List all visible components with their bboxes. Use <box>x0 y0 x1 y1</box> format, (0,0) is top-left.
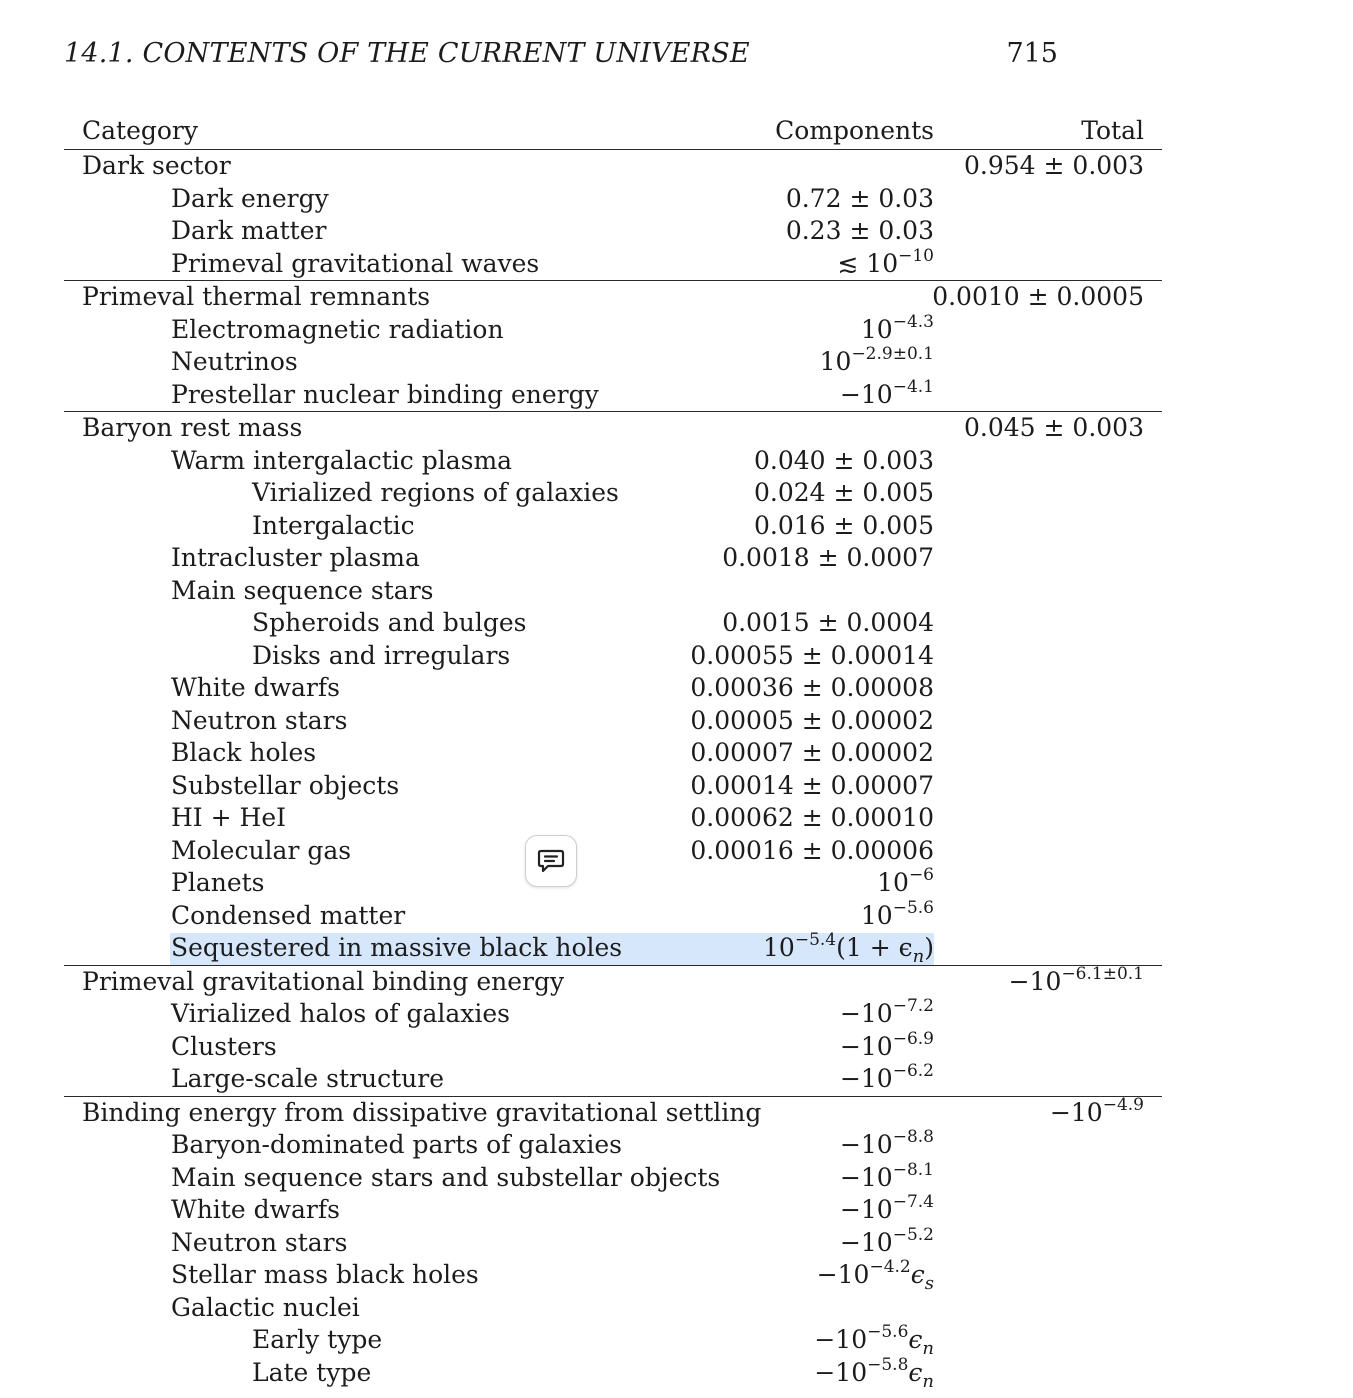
table-row <box>64 770 1162 803</box>
row-category-label: Virialized halos of galaxies <box>171 999 510 1028</box>
table-row <box>64 1063 1162 1096</box>
column-header-total: Total <box>1081 116 1144 145</box>
row-component-value: $-10^{-7.4}$ <box>839 1192 934 1224</box>
section-title: 14.1. CONTENTS OF THE CURRENT UNIVERSE <box>64 38 750 69</box>
table-row <box>64 280 1162 314</box>
table-header-row <box>64 113 1162 149</box>
row-category-label: Spheroids and bulges <box>252 608 527 637</box>
row-component-value: 0.00062 ± 0.00010 <box>690 803 934 832</box>
row-component-value: $-10^{-6.2}$ <box>839 1061 934 1093</box>
table-row <box>64 477 1162 510</box>
table-row <box>64 867 1162 900</box>
row-category-label: Main sequence stars <box>171 575 434 605</box>
row-component-value: $-10^{-5.6}\epsilon_n$ <box>814 1322 934 1359</box>
page-number: 715 <box>1006 38 1058 69</box>
row-category-label: Planets <box>171 868 265 897</box>
row-category-label: HI + HeI <box>171 803 286 832</box>
table-row <box>64 802 1162 835</box>
row-category-label: Disks and irregulars <box>252 640 511 670</box>
row-component-value: 0.72 ± 0.03 <box>785 183 934 213</box>
row-total-value: $-10^{-4.9}$ <box>1049 1094 1144 1127</box>
row-category-label: Dark sector <box>82 151 231 180</box>
table-row <box>64 1028 1162 1064</box>
row-component-value: 0.00014 ± 0.00007 <box>690 770 934 800</box>
contents-table <box>64 113 1162 1392</box>
row-component-value: 0.040 ± 0.003 <box>754 445 934 475</box>
row-category-label: Large-scale structure <box>171 1064 444 1093</box>
row-component-value: 0.00007 ± 0.00002 <box>690 738 934 767</box>
table-row <box>64 640 1162 673</box>
row-category-label: Black holes <box>171 738 317 767</box>
table-row <box>64 1159 1162 1195</box>
row-category-label: Early type <box>252 1325 383 1354</box>
row-category-label: White dwarfs <box>171 673 340 702</box>
row-category-label: Stellar mass black holes <box>171 1260 479 1289</box>
row-category-label: Clusters <box>171 1031 277 1061</box>
table-row <box>64 1129 1162 1162</box>
table-row <box>64 737 1162 770</box>
row-component-value: 0.00005 ± 0.00002 <box>690 705 934 735</box>
row-category-label: Condensed matter <box>171 900 406 930</box>
row-category-label: Molecular gas <box>171 835 352 865</box>
table-row <box>64 1292 1162 1325</box>
table-body <box>64 149 1162 1392</box>
row-category-label: Dark matter <box>171 216 327 245</box>
row-component-value: 0.00055 ± 0.00014 <box>690 640 934 670</box>
table-row <box>64 1354 1162 1392</box>
row-component-value: $10^{-5.6}$ <box>860 897 934 930</box>
row-category-label: Neutron stars <box>171 1227 348 1257</box>
row-category-label: Galactic nuclei <box>171 1292 360 1322</box>
row-component-value: 0.23 ± 0.03 <box>785 216 934 245</box>
row-component-value: 0.00036 ± 0.00008 <box>690 673 934 702</box>
row-category-label: Binding energy from dissipative gravitational settling <box>82 1097 762 1127</box>
row-category-label: White dwarfs <box>171 1195 340 1224</box>
row-total-value: $-10^{-6.1\pm 0.1}$ <box>1008 963 1144 996</box>
table-row <box>64 1194 1162 1227</box>
table-row <box>64 672 1162 705</box>
table-row <box>64 998 1162 1031</box>
row-category-label: Electromagnetic radiation <box>171 314 504 344</box>
page-header <box>64 38 1058 78</box>
row-component-value: 0.00016 ± 0.00006 <box>690 835 934 865</box>
row-component-value: ≲ $10^{-10}$ <box>837 245 934 278</box>
row-category-label: Primeval gravitational binding energy <box>82 966 565 996</box>
table-row <box>64 1096 1162 1130</box>
row-total-value: 0.0010 ± 0.0005 <box>932 282 1144 311</box>
row-category-label: Dark energy <box>171 183 329 213</box>
table-row <box>64 311 1162 347</box>
row-category-label: Neutron stars <box>171 705 348 735</box>
table-row <box>64 183 1162 216</box>
table-row <box>64 1259 1162 1292</box>
table-row <box>64 376 1162 412</box>
table-row <box>64 607 1162 640</box>
row-total-value: 0.954 ± 0.003 <box>964 151 1144 180</box>
column-header-components: Components <box>775 116 934 145</box>
table-row <box>64 965 1162 999</box>
row-component-value: $-10^{-8.1}$ <box>839 1159 934 1192</box>
table-row <box>64 1224 1162 1260</box>
row-category-label: Late type <box>252 1357 372 1387</box>
table-row <box>64 445 1162 478</box>
row-component-value: $-10^{-7.2}$ <box>839 996 934 1028</box>
table-row <box>64 542 1162 575</box>
table-row <box>64 897 1162 933</box>
row-component-value: $10^{-5.4}(1 + \epsilon_n)$ <box>763 930 934 967</box>
row-category-label: Intracluster plasma <box>171 543 420 572</box>
row-category-label: Substellar objects <box>171 770 400 800</box>
row-component-value: 0.0018 ± 0.0007 <box>722 543 934 572</box>
row-category-label: Primeval thermal remnants <box>82 282 431 311</box>
table-row <box>64 932 1162 965</box>
table-row <box>64 346 1162 379</box>
table-row <box>64 149 1162 183</box>
row-category-label: Virialized regions of galaxies <box>252 478 619 507</box>
row-category-label: Neutrinos <box>171 347 298 376</box>
row-component-value: $-10^{-5.2}$ <box>839 1224 934 1257</box>
table-row <box>64 1324 1162 1357</box>
row-category-label: Intergalactic <box>252 510 415 540</box>
row-component-value: 0.0015 ± 0.0004 <box>722 608 934 637</box>
row-category-label: Baryon rest mass <box>82 413 303 442</box>
row-component-value: $10^{-2.9\pm 0.1}$ <box>819 344 934 376</box>
row-component-value: 0.024 ± 0.005 <box>754 478 934 507</box>
comment-icon <box>537 848 565 874</box>
table-row <box>64 215 1162 248</box>
row-component-value: $10^{-6}$ <box>877 865 934 897</box>
row-component-value: $10^{-4.3}$ <box>860 311 934 344</box>
table-row <box>64 411 1162 445</box>
row-component-value: $-10^{-5.8}\epsilon_n$ <box>814 1354 934 1392</box>
row-component-value: $-10^{-8.8}$ <box>839 1127 934 1159</box>
table-row <box>64 245 1162 281</box>
row-category-label: Primeval gravitational waves <box>171 248 540 278</box>
row-component-value: $-10^{-4.1}$ <box>839 376 934 409</box>
row-total-value: 0.045 ± 0.003 <box>964 413 1144 442</box>
comment-button[interactable] <box>525 835 577 887</box>
column-header-category: Category <box>82 116 199 145</box>
row-category-label: Warm intergalactic plasma <box>171 445 513 475</box>
row-component-value: $-10^{-4.2}\epsilon_s$ <box>816 1257 934 1294</box>
table-row <box>64 835 1162 868</box>
row-category-label: Main sequence stars and substellar objects <box>171 1162 721 1192</box>
row-category-label: Baryon-dominated parts of galaxies <box>171 1130 622 1159</box>
table-row <box>64 575 1162 608</box>
table-row <box>64 510 1162 543</box>
row-category-label: Prestellar nuclear binding energy <box>171 379 599 409</box>
row-component-value: 0.016 ± 0.005 <box>754 510 934 540</box>
row-category-label: Sequestered in massive black holes <box>171 933 623 962</box>
row-component-value: $-10^{-6.9}$ <box>839 1028 934 1061</box>
table-row <box>64 705 1162 738</box>
